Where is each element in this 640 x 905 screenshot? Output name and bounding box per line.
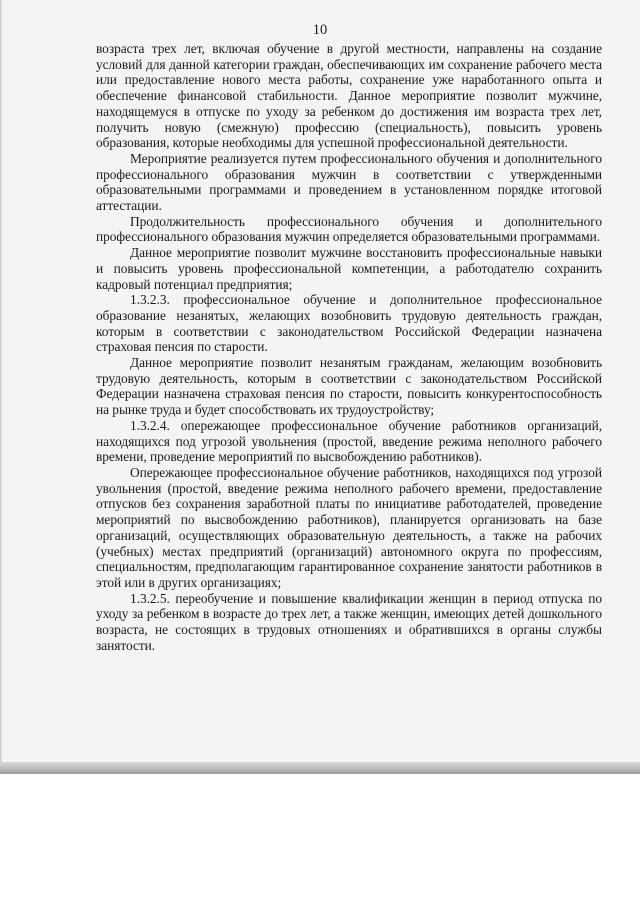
page-number: 10: [312, 22, 328, 38]
paragraph-1: возраста трех лет, включая обучение в другой местности, направлены на создание условий для данной категории граждан, обеспечивающих им сохранение рабочего места или предоставление нового места работы, сохранение уже наработанного опыта и обеспечение финансовой стабильности. Данное мероприятие позволит мужчине, находящемуся в отпуске по уходу за ребенком до достижения им возраста трех лет, получить новую (смежную) профессию (специальность), повысить уровень образования, которые необходимы для успешной профессиональной деятельности.: [96, 41, 602, 151]
document-body: [96, 41, 602, 653]
paragraph-4: Данное мероприятие позволит мужчине восстановить профессиональные навыки и повысить уровень профессиональной компетенции, а работодателю сохранить кадровый потенциал предприятия;: [96, 245, 602, 292]
scan-bottom-shadow: [0, 762, 640, 774]
paragraph-2: Мероприятие реализуется путем профессионального обучения и дополнительного профессионального образования мужчин в соответствии с утвержденными образовательными программами и проведением в установленном порядке итоговой аттестации.: [96, 150, 602, 214]
scan-edge: [0, 0, 3, 770]
paragraph-3: Продолжительность профессионального обучения и дополнительного профессионального образования мужчин определяется образовательными программами.: [96, 213, 602, 245]
paragraph-9: 1.3.2.5. переобучение и повышение квалификации женщин в период отпуска по уходу за ребенком в возрасте до трех лет, а также женщин, имеющих детей дошкольного возраста, не состоящих в трудовых отношениях и обратившихся в органы службы занятости.: [96, 590, 602, 653]
paragraph-7: 1.3.2.4. опережающее профессиональное обучение работников организаций, находящихся под угрозой увольнения (простой, введение режима неполного рабочего времени, проведение мероприятий по высвобождению работников).: [96, 417, 602, 465]
paragraph-5: 1.3.2.3. профессиональное обучение и дополнительное профессиональное образование незанятых, желающих возобновить трудовую деятельность граждан, которым в соответствии с законодательством Российской Федерации назначена страховая пенсия по старости.: [96, 292, 602, 355]
paragraph-6: Данное мероприятие позволит незанятым гражданам, желающим возобновить трудовую деятельность, которым в соответствии с законодательством Российской Федерации назначена страховая пенсия по старости, повысить конкурентоспособность на рынке труда и будет способствовать их трудоустройству;: [96, 355, 602, 418]
paragraph-8: Опережающее профессиональное обучение работников, находящихся под угрозой увольнения (простой, введение режима неполного рабочего времени, предоставление отпусков без сохранения заработной платы по инициативе работодателей, проведение мероприятий по высвобождению работников), планируется организовать на базе организаций, осуществляющих образовательную деятельность, а также на рабочих (учебных) местах предприятий (организаций) автономного округа по профессиям, специальностям, предполагающим гарантированное сохранение занятости работников в этой или в других организациях;: [96, 464, 602, 590]
